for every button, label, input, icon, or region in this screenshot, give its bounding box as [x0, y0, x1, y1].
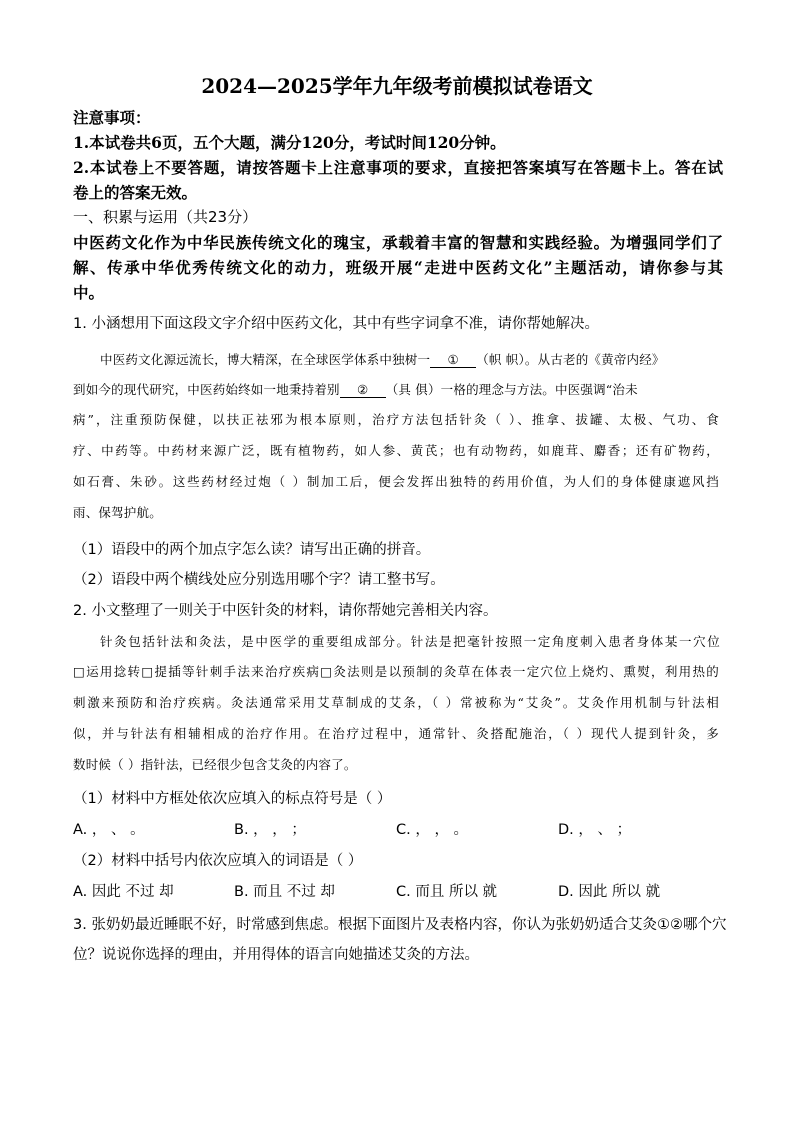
q2-material-line-5: 数时候（ ）指针法，已经很少包含艾灸的内容了。 — [73, 757, 357, 772]
q2-sub1-option-b: B. ， ， ； — [234, 822, 306, 838]
q1-passage-text: 到如今的现代研究，中医药始终如一地秉持着别 — [73, 382, 340, 397]
q2-sub2-option-b: B. 而且 不过 却 — [234, 884, 335, 900]
question-1-stem: 1. 小涵想用下面这段文字介绍中医药文化，其中有些字词拿不准，请你帮她解决。 — [73, 316, 599, 332]
q1-passage-line-6: 雨、保驾护航。 — [73, 505, 162, 520]
q1-passage-line-3: 病”，注重预防保健，以扶正祛邪为根本原则，治疗方法包括针灸（ ）、推拿、拔罐、太极、气功、食 — [73, 412, 719, 427]
q2-sub1-option-c: C. ， ， 。 — [396, 822, 469, 838]
notice-item-2-line-2: 卷上的答案无效。 — [73, 183, 198, 202]
q2-sub2-option-a: A. 因此 不过 却 — [73, 884, 174, 900]
notice-item-2-line-1: 2.本试卷上不要答题，请按答题卡上注意事项的要求，直接把答案填写在答题卡上。答在试 — [73, 158, 723, 177]
q2-sub2-option-c: C. 而且 所以 就 — [396, 884, 498, 900]
section-1-intro-line-1: 中医药文化作为中华民族传统文化的瑰宝，承载着丰富的智慧和实践经验。为增强同学们了 — [73, 233, 723, 252]
q1-passage-text: （具 俱）一格的理念与方法。中医强调“治未 — [385, 382, 638, 397]
q2-sub2-option-d: D. 因此 所以 就 — [558, 884, 661, 900]
section-1-intro-line-3: 中。 — [73, 283, 105, 302]
q1-passage-text: 中医药文化源远流长，博大精深，在全球医学体系中独树一 — [100, 352, 431, 367]
q2-subquestion-2: （2）材料中括号内依次应填入的词语是（ ） — [73, 853, 363, 869]
exam-title: 2024—2025学年九年级考前模拟试卷语文 — [201, 74, 593, 98]
q2-material-line-3: 刺激来预防和治疗疾病。灸法通常采用艾草制成的艾条，（ ）常被称为“艾灸”。艾灸作用机制与针法相 — [73, 695, 719, 710]
q2-material-line-1: 针灸包括针法和灸法，是中医学的重要组成部分。针法是把毫针按照一定角度刺入患者身体某一穴位 — [100, 634, 720, 649]
q1-subquestion-1: （1）语段中的两个加点字怎么读？请写出正确的拼音。 — [73, 542, 431, 558]
q1-passage-line-2 — [73, 380, 638, 398]
answer-blank-1: ① — [430, 352, 476, 368]
q1-passage-text: （帜 帜）。从古老的《黄帝内经》 — [476, 352, 665, 367]
notice-item-1: 1.本试卷共6页，五个大题，满分120分，考试时间120分钟。 — [73, 133, 506, 152]
question-3-line-1: 3. 张奶奶最近睡眠不好，时常感到焦虑。根据下面图片及表格内容，你认为张奶奶适合艾灸①②哪个穴 — [73, 917, 727, 933]
q2-sub1-option-a: A. ， 、 。 — [73, 822, 145, 838]
q2-sub1-option-d: D. ， 、 ； — [558, 822, 632, 838]
q1-subquestion-2: （2）语段中两个横线处应分别选用哪个字？请工整书写。 — [73, 572, 445, 588]
section-1-heading: 一、积累与运用（共23分） — [73, 208, 258, 226]
q1-passage-line-4: 疗、中药等。中药材来源广泛，既有植物药，如人参、黄芪；也有动物药，如鹿茸、麝香；还有矿物药， — [73, 443, 719, 458]
q1-passage-line-5: 如石膏、朱砂。这些药材经过炮（ ）制加工后，便会发挥出独特的药用价值，为人们的身体健康遮风挡 — [73, 474, 719, 489]
q2-material-line-4: 似，并与针法有相辅相成的治疗作用。在治疗过程中，通常针、灸搭配施治，（ ）现代人提到针灸，多 — [73, 726, 719, 741]
q2-subquestion-1: （1）材料中方框处依次应填入的标点符号是（ ） — [73, 791, 392, 807]
answer-blank-2: ② — [340, 382, 386, 398]
section-1-intro-line-2: 解、传承中华优秀传统文化的动力，班级开展“走进中医药文化”主题活动，请你参与其 — [73, 258, 723, 277]
question-2-stem: 2. 小文整理了一则关于中医针灸的材料，请你帮她完善相关内容。 — [73, 603, 498, 619]
q1-passage-line-1 — [100, 350, 665, 368]
q2-material-line-2: □运用捻转□提插等针刺手法来治疗疾病□灸法则是以预制的灸草在体表一定穴位上烧灼、熏熨，利用热的 — [73, 664, 719, 679]
question-3-line-2: 位？说说你选择的理由，并用得体的语言向她描述艾灸的方法。 — [73, 947, 479, 963]
notice-heading: 注意事项： — [73, 108, 151, 127]
